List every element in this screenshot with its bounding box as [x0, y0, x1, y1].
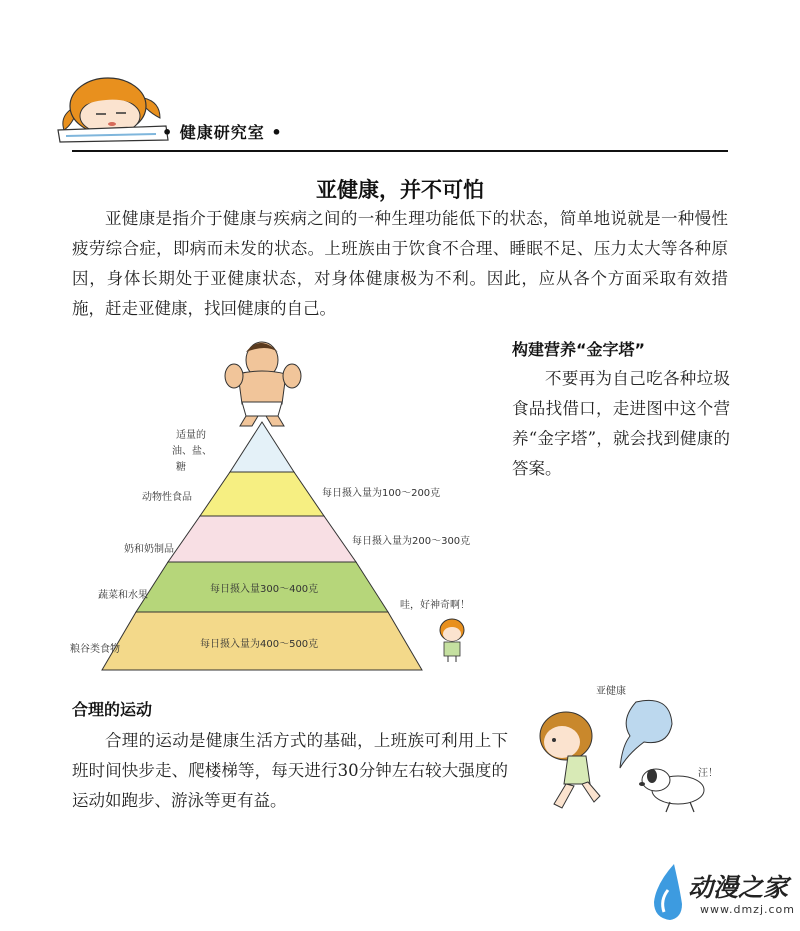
pyramid-label-dairy: 奶和奶制品	[124, 544, 174, 555]
muscle-man-illustration	[225, 342, 301, 426]
pyramid-label-oil-line1: 适量的	[176, 430, 206, 441]
watermark-url: www.dmzj.com	[700, 903, 795, 916]
pyramid-label-animal-food: 动物性食品	[142, 492, 192, 503]
pyramid-label-oil-line3: 糖	[176, 462, 186, 473]
girl-illustration	[440, 619, 464, 662]
pyramid-level-dairy	[168, 516, 356, 562]
pyramid-label-oil-line2: 油、盐、	[172, 446, 212, 457]
watermark-name: 动漫之家	[688, 873, 789, 902]
pyramid-note-animal-food: 每日摄入量为100～200克	[322, 488, 441, 499]
food-pyramid-diagram	[60, 330, 510, 690]
exercise-heading: 合理的运动	[72, 700, 153, 719]
pyramid-level-animal-food	[200, 472, 324, 516]
pyramid-note-dairy: 每日摄入量为200～300克	[352, 536, 471, 547]
exercise-paragraph: 合理的运动是健康生活方式的基础，上班族可利用上下班时间快步走、爬楼梯等，每天进行30分钟左右较大强度的运动如跑步、游泳等更有益。	[72, 731, 508, 810]
pyramid-heading: 构建营养“金字塔”	[512, 340, 646, 359]
pyramid-label-grains: 粮谷类食物	[70, 644, 120, 655]
dog-illustration	[639, 769, 704, 812]
page-title: 亚健康，并不可怕	[316, 178, 484, 202]
pyramid-label-vegetables-fruits: 蔬菜和水果	[98, 590, 148, 601]
intro-paragraph: 亚健康是指介于健康与疾病之间的一种生理功能低下的状态，简单地说就是一种慢性疲劳综合症，即病而未发的状态。上班族由于饮食不合理、睡眠不足、压力太大等各种原因，身体长期处于亚健康状态，对身体健康极为不利。因此，应从各个方面采取有效措施，赶走亚健康，找回健康的自己。	[72, 209, 728, 318]
header-divider	[72, 150, 728, 152]
section-label: • 健康研究室 •	[162, 123, 283, 142]
ghost-icon	[620, 700, 672, 768]
girl-speech: 哇，好神奇啊！	[400, 600, 470, 611]
running-girl-illustration	[528, 680, 738, 820]
ghost-label: 亚健康	[596, 686, 626, 697]
header-mascot-illustration	[56, 68, 171, 143]
pyramid-note-grains: 每日摄入量为400～500克	[200, 639, 319, 650]
pyramid-note-vegetables-fruits: 每日摄入量300～400克	[210, 584, 319, 595]
pyramid-level-oil-salt-sugar	[230, 422, 294, 472]
dog-speech: 汪！	[698, 768, 718, 779]
pyramid-paragraph: 不要再为自己吃各种垃圾食品找借口，走进图中这个营养“金字塔”，就会找到健康的答案。	[512, 369, 730, 478]
